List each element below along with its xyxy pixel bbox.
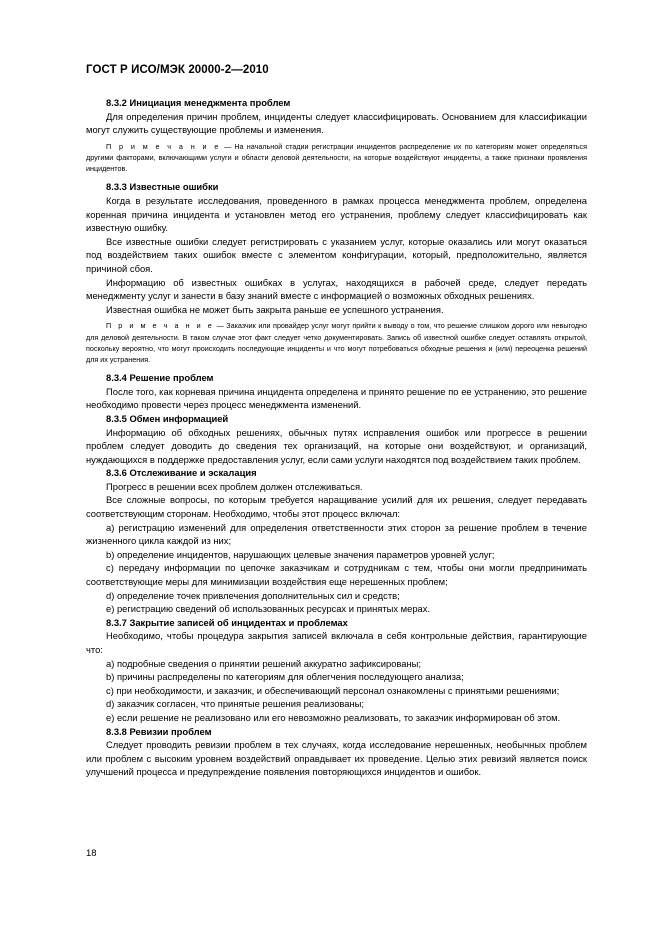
section-heading-8-3-5: 8.3.5 Обмен информацией (106, 412, 229, 424)
paragraph: Когда в результате исследования, проведенного в рамках процесса менеджмента проблем, определена коренная причина инцидента и установлен метод его устранения, проблему следует классифицировать как известную ошибку. (86, 194, 587, 234)
list-item: d) определение точек привлечения дополнительных сил и средств; (106, 589, 400, 601)
document-body (86, 96, 587, 779)
list-item: a) подробные сведения о принятии решений аккуратно зафиксированы; (106, 657, 422, 669)
paragraph: Для определения причин проблем, инциденты следует классифицировать. Основанием для классификации могут служить существующие проблемы и изменения. (86, 110, 587, 136)
paragraph: Информацию об обходных решениях, обычных путях исправления ошибок или прогрессе в решении проблем следует доводить до сведения тех организаций, на которые они воздействуют, и организаций, нуждающихся в поддержке предоставления услуг, если сами услуги находятся под воздействием таких проблем. (86, 426, 587, 465)
document-header: ГОСТ Р ИСО/МЭК 20000-2—2010 (86, 64, 269, 76)
paragraph: Все сложные вопросы, по которым требуется наращивание усилий для их решения, следует передавать соответствующим сторонам. Необходимо, чтобы этот процесс включал: (86, 494, 587, 520)
section-heading-8-3-7: 8.3.7 Закрытие записей об инцидентах и проблемах (106, 616, 348, 628)
paragraph: После того, как корневая причина инцидента определена и принято решение по ее устранению, это решение необходимо провести через процесс менеджмента изменений. (86, 385, 587, 411)
paragraph: Прогресс в решении всех проблем должен отслеживаться. (106, 480, 363, 492)
list-item: c) при необходимости, и заказчик, и обеспечивающий персонал ознакомлены с принятыми решениями; (106, 684, 560, 696)
list-item: b) определение инцидентов, нарушающих целевые значения параметров уровней услуг; (106, 548, 495, 560)
page-number: 18 (86, 848, 97, 859)
note-label: П р и м е ч а н и е (106, 321, 215, 331)
note (86, 320, 587, 365)
list-item: a) регистрацию изменений для определения ответственности этих сторон за решение проблем в течение жизненного цикла каждой из них; (86, 521, 587, 547)
note-text: — Заказчик или провайдер услуг могут прийти к выводу о том, что решение слишком дорого или невыгодно для деловой деятельности. В таком случае этот факт следует четко документировать. Запись об известной ошибке следует оставлять открытой, поскольку вероятно, что могут происходить последующие инциденты и что могут потребоваться обходные решения и (или) переоценка решений для их устранения. (86, 321, 587, 364)
section-heading-8-3-4: 8.3.4 Решение проблем (106, 372, 214, 384)
section-heading-8-3-6: 8.3.6 Отслеживание и эскалация (106, 467, 257, 479)
paragraph: Следует проводить ревизии проблем в тех случаях, когда исследование нерешенных, необычных проблем или проблем с высоким уровнем воздействий оправдывает их проведение. Целью этих ревизий является поиск улучшений процесса и предупреждение появления повторяющихся инцидентов и ошибок. (86, 739, 587, 778)
paragraph: Все известные ошибки следует регистрировать с указанием услуг, которые оказались или могут оказаться под воздействием таких ошибок вместе с элементом конфигурации, который, предположительно, является причиной сбоя. (86, 235, 587, 274)
list-item: d) заказчик согласен, что принятые решения реализованы; (106, 698, 365, 710)
section-heading-8-3-2: 8.3.2 Инициация менеджмента проблем (106, 97, 291, 108)
section-heading-8-3-8: 8.3.8 Ревизии проблем (106, 725, 212, 737)
paragraph: Необходимо, чтобы процедура закрытия записей включала в себя контрольные действия, гарантирующие что: (86, 630, 587, 656)
paragraph: Информацию об известных ошибках в услугах, находящихся в рабочей среде, следует передать менеджменту услуг и занести в базу знаний вместе с информацией о возможных обходных решениях. (86, 276, 587, 302)
note (86, 141, 587, 175)
list-item: b) причины распределены по категориям для облегчения последующего анализа; (106, 671, 464, 683)
section-heading-8-3-3: 8.3.3 Известные ошибки (106, 181, 219, 193)
list-item: e) регистрацию сведений об использованных ресурсах и принятых мерах. (106, 603, 431, 615)
list-item: e) если решение не реализовано или его невозможно реализовать, то заказчик информирован об этом. (106, 711, 561, 723)
note-text: — На начальной стадии регистрации инцидентов распределение их по категориям может определяться другими факторами, включающими услуги и области деловой деятельности, на которые воздействуют инциденты, а также признаки проявления инцидентов. (86, 141, 587, 174)
list-item: c) передачу информации по цепочке заказчикам и сотрудникам с тем, чтобы они могли предпринимать соответствующие меры для минимизации воздействия еще нерешенных проблем; (86, 562, 587, 588)
note-label: П р и м е ч а н и е (106, 141, 221, 151)
paragraph: Известная ошибка не может быть закрыта раньше ее успешного устранения. (106, 303, 444, 315)
